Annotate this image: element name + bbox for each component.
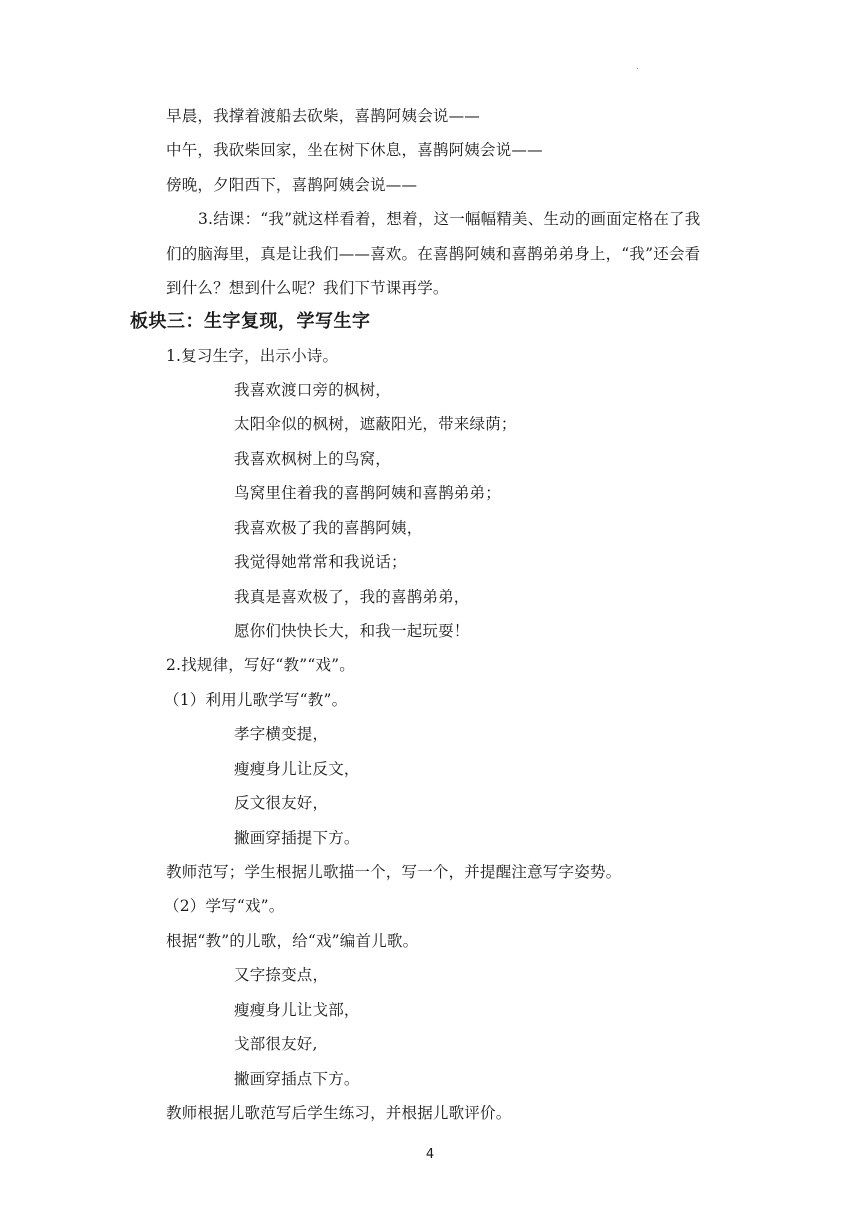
paragraph-line: 中午，我砍柴回家，坐在树下休息，喜鹊阿姨会说—— (166, 141, 543, 159)
rhyme-line: 戈部很友好, (234, 1035, 318, 1053)
poem-line: 愿你们快快长大，和我一起玩耍！ (234, 622, 470, 640)
paragraph-line: 教师根据儿歌范写后学生练习，并根据儿歌评价。 (166, 1104, 512, 1122)
rhyme-line: 撇画穿插点下方。 (234, 1070, 360, 1088)
sub-step-heading: （1）利用儿歌学写“教”。 (164, 691, 348, 709)
step-heading: 1.复习生字，出示小诗。 (166, 347, 339, 365)
poem-line: 我喜欢渡口旁的枫树， (234, 381, 392, 399)
paragraph-line: 根据“教”的儿歌，给“戏”编首儿歌。 (166, 932, 419, 950)
paragraph-line: 们的脑海里，真是让我们——喜欢。在喜鹊阿姨和喜鹊弟弟身上，“我”还会看 (166, 245, 701, 263)
paragraph-line: 教师范写；学生根据儿歌描一个，写一个，并提醒注意写字姿势。 (166, 863, 622, 881)
paragraph-line: 到什么？想到什么呢？我们下节课再学。 (166, 279, 449, 297)
paragraph-line: 早晨，我撑着渡船去砍柴，喜鹊阿姨会说—— (166, 107, 481, 125)
section-heading: 板块三：生字复现，学写生字 (130, 311, 371, 332)
rhyme-line: 反文很友好， (234, 794, 329, 812)
rhyme-line: 又字捺变点， (234, 966, 329, 984)
rhyme-line: 撇画穿插提下方。 (234, 829, 360, 847)
poem-line: 太阳伞似的枫树，遮蔽阳光，带来绿荫； (234, 415, 517, 433)
rhyme-line: 孝字横变提， (234, 725, 329, 743)
poem-line: 我真是喜欢极了，我的喜鹊弟弟， (234, 588, 470, 606)
paragraph-line: 傍晚，夕阳西下，喜鹊阿姨会说—— (166, 176, 418, 194)
paragraph-line: 3.结课：“我”就这样看着，想着，这一幅幅精美、生动的画面定格在了我 (198, 210, 701, 228)
poem-line: 我喜欢枫树上的鸟窝， (234, 450, 392, 468)
poem-line: 鸟窝里住着我的喜鹊阿姨和喜鹊弟弟； (234, 484, 501, 502)
poem-line: 我喜欢极了我的喜鹊阿姨， (234, 519, 423, 537)
rhyme-line: 瘦瘦身儿让戈部， (234, 1001, 360, 1019)
step-heading: 2.找规律，写好“教”“戏”。 (166, 656, 355, 674)
poem-line: 我觉得她常常和我说话； (234, 553, 407, 571)
sub-step-heading: （2）学写“戏”。 (164, 897, 285, 915)
header-mark: . (636, 62, 639, 71)
rhyme-line: 瘦瘦身儿让反文， (234, 760, 360, 778)
page-number: 4 (425, 1147, 435, 1162)
